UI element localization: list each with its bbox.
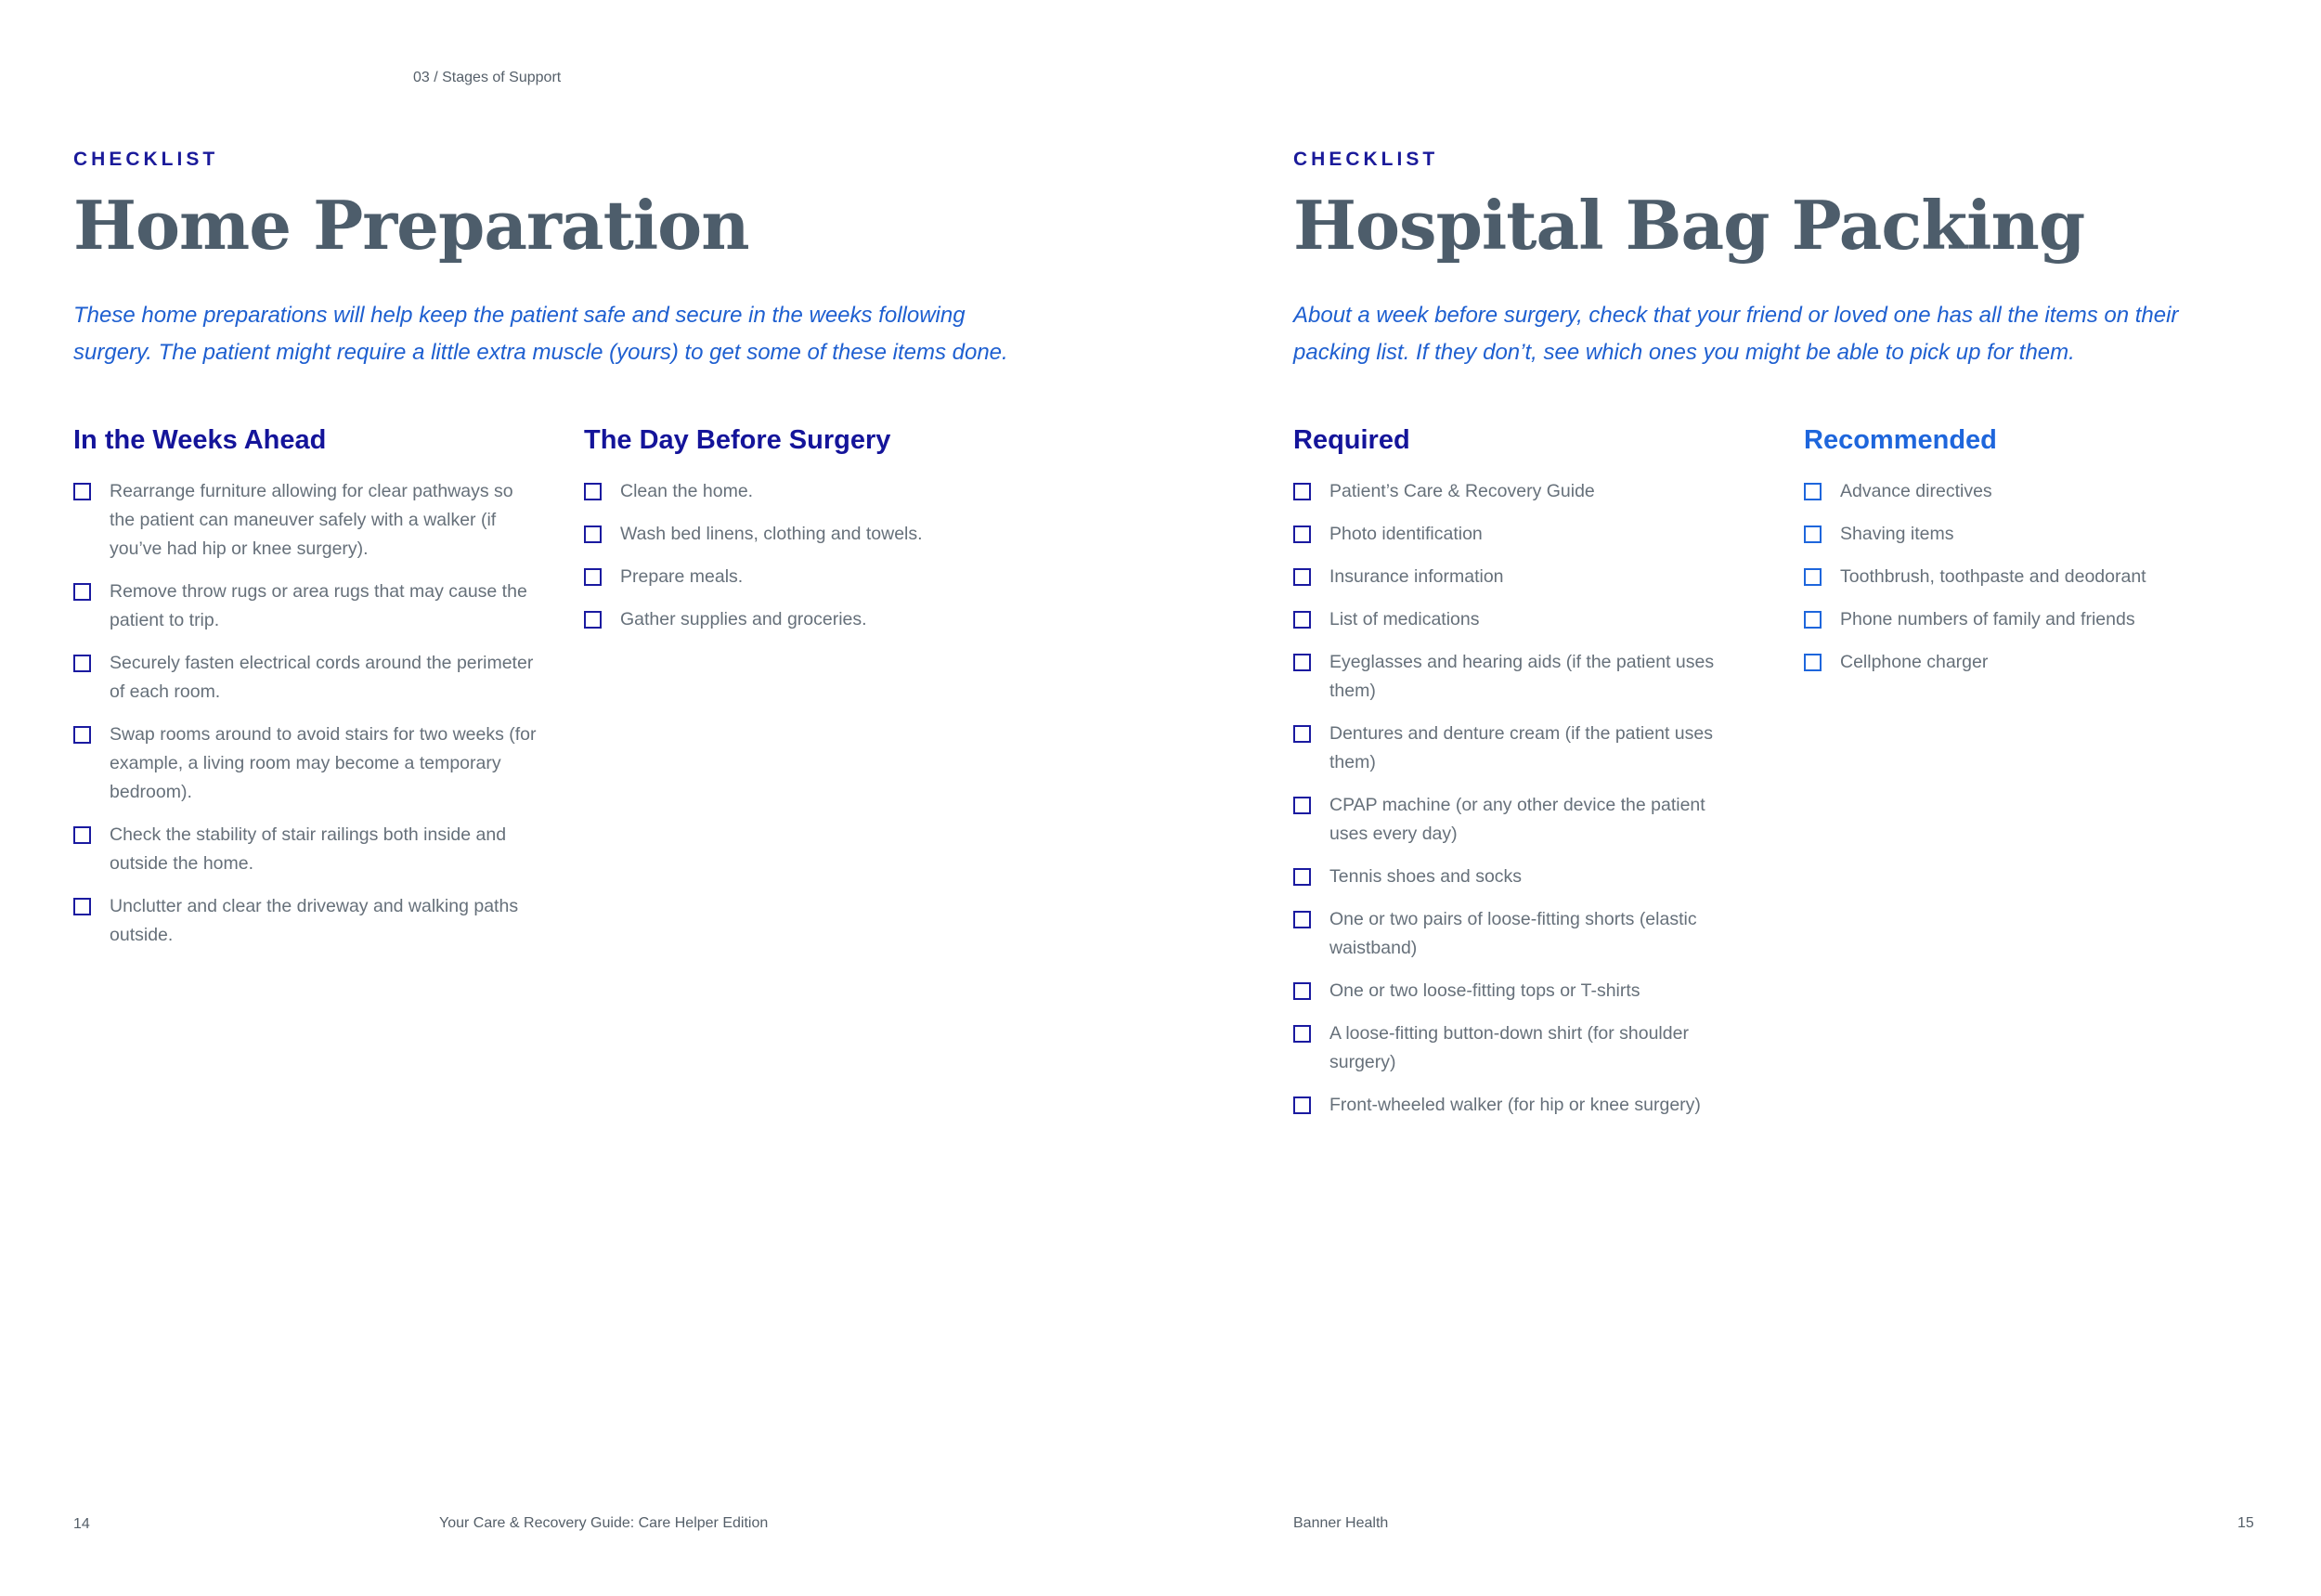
checklist-item [1293, 720, 1739, 777]
checklist-item [1293, 563, 1739, 591]
checkbox-icon[interactable] [1293, 868, 1311, 886]
checkbox-icon[interactable] [1293, 654, 1311, 671]
checklist-item [73, 892, 538, 950]
running-header: 03 / Stages of Support [413, 70, 562, 85]
checkbox-icon[interactable] [73, 898, 91, 915]
right-intro-line: About a week before surgery, check that your friend or loved one has all the items on their [1293, 303, 2179, 328]
guide-title-footer: Your Care & Recovery Guide: Care Helper Edition [439, 1515, 769, 1531]
right-checklist-label: CHECKLIST [1293, 149, 1439, 170]
day-before-checklist [584, 477, 1048, 634]
checklist-item-text: Cellphone charger [1840, 652, 1989, 672]
recommended-checklist [1804, 477, 2268, 677]
checkbox-icon[interactable] [1804, 611, 1822, 629]
checkbox-icon[interactable] [1293, 568, 1311, 586]
checklist-item-text: Wash bed linens, clothing and towels. [620, 524, 923, 544]
checkbox-icon[interactable] [1804, 526, 1822, 543]
checklist-item [1293, 905, 1739, 963]
checklist-item-text: Prepare meals. [620, 566, 744, 587]
checklist-item-text: Gather supplies and groceries. [620, 609, 867, 629]
recommended-column [1804, 425, 2268, 691]
checkbox-icon[interactable] [1804, 568, 1822, 586]
checklist-item-text: CPAP machine (or any other device the patient uses every day) [1329, 795, 1705, 844]
checklist-item [1804, 648, 2268, 677]
left-intro [73, 297, 1008, 371]
checklist-item [1293, 605, 1739, 634]
right-page-number: 15 [2237, 1515, 2254, 1531]
checklist-item-text: Patient’s Care & Recovery Guide [1329, 481, 1595, 501]
checklist-item [1293, 977, 1739, 1006]
weeks-ahead-column [73, 425, 538, 964]
required-heading: Required [1293, 425, 1410, 455]
checklist-item [1804, 563, 2268, 591]
checklist-item [73, 649, 538, 707]
checkbox-icon[interactable] [1293, 725, 1311, 743]
checklist-item [73, 821, 538, 878]
weeks-ahead-heading: In the Weeks Ahead [73, 425, 327, 455]
left-checklist-label: CHECKLIST [73, 149, 219, 170]
checkbox-icon[interactable] [73, 826, 91, 844]
publisher-footer: Banner Health [1293, 1515, 1389, 1531]
checkbox-icon[interactable] [1293, 1025, 1311, 1043]
checklist-item-text: Remove throw rugs or area rugs that may cause the patient to trip. [110, 581, 527, 630]
checkbox-icon[interactable] [584, 483, 602, 500]
checkbox-icon[interactable] [584, 611, 602, 629]
checkbox-icon[interactable] [584, 526, 602, 543]
left-page-number: 14 [73, 1516, 90, 1532]
checklist-item-text: Toothbrush, toothpaste and deodorant [1840, 566, 2146, 587]
checklist-item [73, 477, 538, 564]
checklist-item [584, 477, 1048, 506]
right-intro [1293, 297, 2178, 371]
checklist-item [1293, 863, 1739, 891]
right-intro-line: packing list. If they don’t, see which ones you might be able to pick up for them. [1293, 340, 2075, 365]
required-checklist [1293, 477, 1739, 1120]
checkbox-icon[interactable] [1293, 483, 1311, 500]
right-page-title: Hospital Bag Packing [1293, 186, 2085, 265]
checkbox-icon[interactable] [73, 583, 91, 601]
day-before-column [584, 425, 1048, 648]
checkbox-icon[interactable] [1293, 982, 1311, 1000]
left-intro-line: surgery. The patient might require a little extra muscle (yours) to get some of these items done. [73, 340, 1008, 365]
checklist-item-text: Front-wheeled walker (for hip or knee surgery) [1329, 1095, 1701, 1115]
checklist-item-text: Phone numbers of family and friends [1840, 609, 2135, 629]
checklist-item [1293, 791, 1739, 849]
checklist-item-text: Shaving items [1840, 524, 1954, 544]
checkbox-icon[interactable] [1293, 1096, 1311, 1114]
checkbox-icon[interactable] [1293, 526, 1311, 543]
checklist-item [73, 577, 538, 635]
checkbox-icon[interactable] [1804, 654, 1822, 671]
checkbox-icon[interactable] [1293, 911, 1311, 928]
checkbox-icon[interactable] [1293, 611, 1311, 629]
checklist-item [1293, 1019, 1739, 1077]
checklist-item [73, 720, 538, 807]
checklist-item-text: Tennis shoes and socks [1329, 866, 1523, 887]
required-column [1293, 425, 1739, 1134]
checkbox-icon[interactable] [73, 655, 91, 672]
checkbox-icon[interactable] [1804, 483, 1822, 500]
checklist-item-text: Swap rooms around to avoid stairs for two weeks (for example, a living room may become a temporary bedroom). [110, 724, 537, 802]
checklist-item-text: Advance directives [1840, 481, 1992, 501]
checklist-item [584, 520, 1048, 549]
checklist-item-text: List of medications [1329, 609, 1480, 629]
checklist-item-text: Securely fasten electrical cords around the perimeter of each room. [110, 653, 534, 702]
checklist-item-text: Check the stability of stair railings both inside and outside the home. [110, 824, 507, 874]
checklist-item-text: Rearrange furniture allowing for clear pathways so the patient can maneuver safely with a walker (if you’ve had hip or knee surgery). [110, 481, 513, 559]
checkbox-icon[interactable] [73, 726, 91, 744]
checklist-item-text: One or two loose-fitting tops or T-shirts [1329, 980, 1640, 1001]
checklist-item [1293, 648, 1739, 706]
checkbox-icon[interactable] [73, 483, 91, 500]
day-before-heading: The Day Before Surgery [584, 425, 891, 455]
checklist-item-text: Insurance information [1329, 566, 1504, 587]
checklist-item [1804, 605, 2268, 634]
checklist-item-text: Dentures and denture cream (if the patient uses them) [1329, 723, 1713, 772]
checkbox-icon[interactable] [1293, 797, 1311, 814]
checklist-item-text: Clean the home. [620, 481, 754, 501]
checklist-item [1293, 520, 1739, 549]
checklist-item [1293, 477, 1739, 506]
weeks-ahead-checklist [73, 477, 538, 950]
checkbox-icon[interactable] [584, 568, 602, 586]
left-intro-line: These home preparations will help keep the patient safe and secure in the weeks following [73, 303, 966, 328]
checklist-item-text: One or two pairs of loose-fitting shorts (elastic waistband) [1329, 909, 1697, 958]
checklist-item [1804, 477, 2268, 506]
checklist-item-text: A loose-fitting button-down shirt (for shoulder surgery) [1329, 1023, 1689, 1072]
recommended-heading: Recommended [1804, 425, 1997, 455]
checklist-item [1293, 1091, 1739, 1120]
checklist-item [1804, 520, 2268, 549]
checklist-item-text: Unclutter and clear the driveway and walking paths outside. [110, 896, 519, 945]
checklist-item-text: Eyeglasses and hearing aids (if the patient uses them) [1329, 652, 1715, 701]
checklist-item [584, 563, 1048, 591]
left-page-title: Home Preparation [73, 186, 749, 265]
checklist-item-text: Photo identification [1329, 524, 1483, 544]
checklist-item [584, 605, 1048, 634]
